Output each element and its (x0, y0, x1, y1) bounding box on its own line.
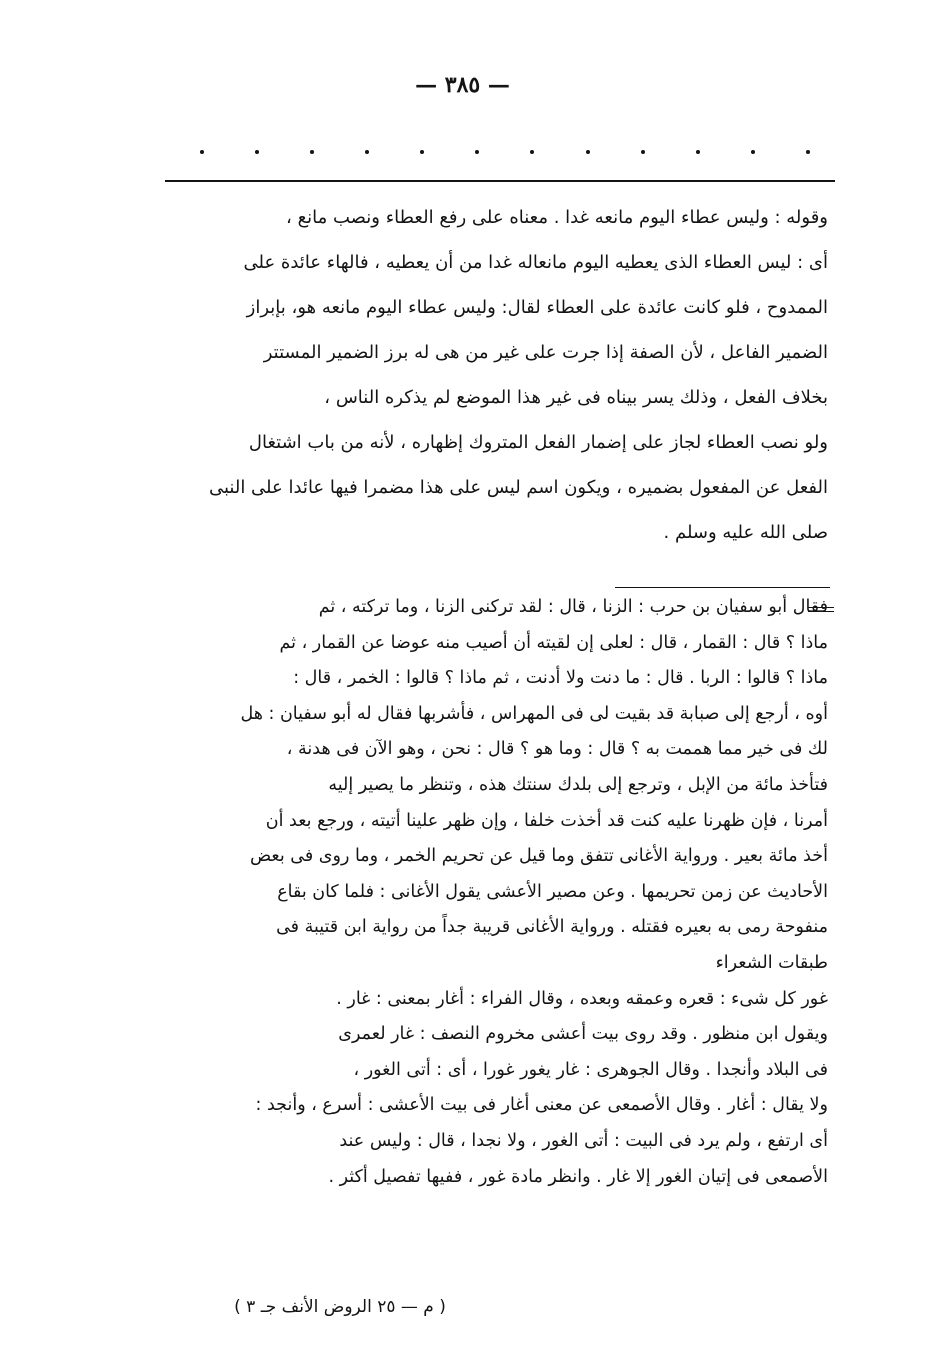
note-line: ماذا ؟ قالوا : الربا . قال : ما دنت ولا أدنت ، ثم ماذا ؟ قالوا : الخمر ، قال : (293, 668, 828, 689)
dot (365, 150, 369, 154)
main-line: الفعل عن المفعول بضميره ، ويكون اسم ليس على هذا مضمرا فيها عائدا على النبى (208, 477, 828, 498)
dot (475, 150, 479, 154)
note-line: منفوحة رمى به بعيره فقتله . ورواية الأغانى قريبة جداً من رواية ابن قتيبة فى (276, 917, 828, 938)
note-line: طبقات الشعراء (715, 952, 828, 973)
note-line: ولا يقال : أغار . وقال الأصمعى عن معنى أغار فى بيت الأعشى : أسرع ، وأنجد : (255, 1095, 828, 1116)
header-rule (165, 180, 835, 182)
main-line: ولو نصب العطاء لجاز على إضمار الفعل المتروك إظهاره ، لأنه من باب اشتغال (248, 432, 828, 453)
dot (641, 150, 645, 154)
dot (806, 150, 810, 154)
page-number: — ٣٨٥ — (415, 72, 510, 98)
footnote-rule (615, 587, 830, 588)
note-line: ويقول ابن منظور . وقد روى بيت أعشى مخروم النصف : غار لعمرى (338, 1024, 828, 1045)
main-line: أى : ليس العطاء الذى يعطيه اليوم مانعاله غدا من أن يعطيه ، فالهاء عائدة على (243, 252, 828, 273)
note-line: غور كل شىء : قعره وعمقه وبعده ، وقال الفراء : أغار بمعنى : غار . (336, 988, 828, 1009)
main-line: صلى الله عليه وسلم . (663, 522, 828, 543)
note-line: الأحاديث عن زمن تحريمها . وعن مصير الأعشى يقول الأغانى : فلما كان بقاع (277, 881, 828, 902)
main-line: الممدوح ، فلو كانت عائدة على العطاء لقال: وليس عطاء اليوم مانعه هو، بإبراز (246, 297, 828, 318)
note-line: أى ارتفع ، ولم يرد فى البيت : أتى الغور ، ولا نجدا ، قال : وليس عند (339, 1130, 828, 1151)
note-line: أمرنا ، فإن ظهرنا عليه كنت قد أخذت خلفا ، وإن ظهر علينا أتيته ، ورجع بعد أن (265, 810, 828, 831)
note-line: لك فى خير مما هممت به ؟ قال : وما هو ؟ قال : نحن ، وهو الآن فى هدنة ، (286, 739, 828, 760)
dot (586, 150, 590, 154)
dot (420, 150, 424, 154)
dot (255, 150, 259, 154)
signature-footer: ( م — ٢٥ الروض الأنف جـ ٣ ) (234, 1297, 446, 1317)
note-line: أخذ مائة بعير . ورواية الأغانى تتفق وما قيل عن تحريم الخمر ، وما روى فى بعض (249, 846, 828, 867)
dot (200, 150, 204, 154)
note-line: فقال أبو سفيان بن حرب : الزنا ، قال : لقد تركنى الزنا ، وما تركته ، ثم (318, 597, 828, 617)
main-text (163, 195, 828, 555)
note-line: فى البلاد وأنجدا . وقال الجوهرى : غار يغور غورا ، أى : أتى الغور ، (353, 1059, 828, 1080)
dot (310, 150, 314, 154)
main-line: بخلاف الفعل ، وذلك يسر بيناه فى غير هذا الموضع لم يذكره الناس ، (324, 387, 828, 408)
note-line: الأصمعى فى إتيان الغور إلا غار . وانظر مادة غور ، ففيها تفصيل أكثر . (328, 1166, 828, 1187)
dot (696, 150, 700, 154)
footnotes (163, 590, 828, 1195)
main-line: وقوله : وليس عطاء اليوم مانعه غدا . معناه على رفع العطاء ونصب مانع ، (286, 207, 828, 228)
ornamental-dots (200, 150, 810, 166)
note-line: ماذا ؟ قال : القمار ، قال : لعلى إن لقيته أن أصيب منه عوضا عن القمار ، ثم (279, 632, 828, 653)
note-line: فتأخذ مائة من الإبل ، وترجع إلى بلدك سنتك هذه ، وتنظر ما يصير إليه (328, 774, 828, 795)
note-line: أوه ، أرجع إلى صبابة قد بقيت لى فى المهراس ، فأشربها فقال له أبو سفيان : هل (240, 703, 828, 724)
dot (751, 150, 755, 154)
dot (530, 150, 534, 154)
main-line: الضمير الفاعل ، لأن الصفة إذا جرت على غير من هى له برز الضمير المستتر (263, 342, 828, 363)
